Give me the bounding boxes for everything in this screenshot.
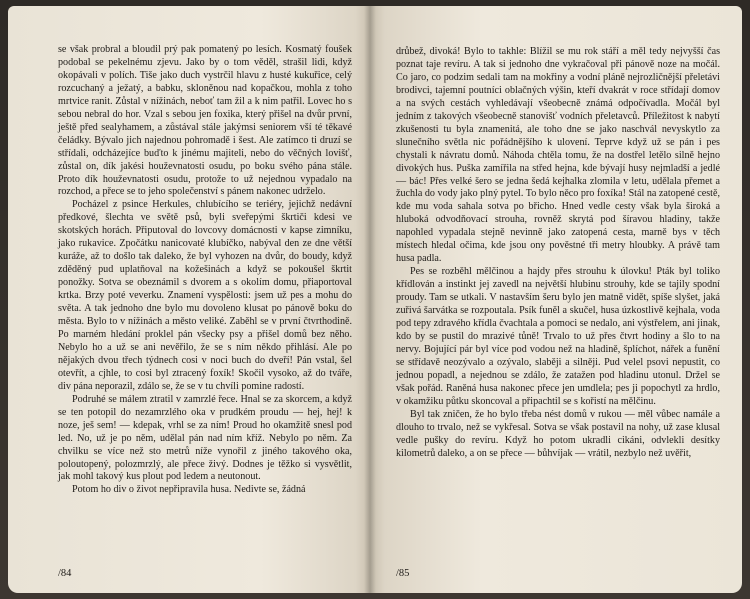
page-number-left: /84 bbox=[58, 568, 72, 579]
paragraph: Potom ho div o život nepřipravila husa. Nedivte se, žádná bbox=[72, 484, 306, 496]
right-page bbox=[370, 6, 742, 593]
right-page-text bbox=[396, 46, 720, 461]
left-page bbox=[8, 6, 370, 593]
left-page-text bbox=[58, 44, 352, 497]
paragraph: se však probral a bloudil prý pak pomatený po lesích. Kosmatý foušek podobal se pekelnému zjevu. Jako by o tom věděl, strašil lidi, když okopávali v polích. Tiše jako duch vystrčil hlavu z husté kukuřice, celý rozcuchaný a ježatý, a babku, skloněnou nad kopačkou, mohla z toho mrtvice ranit. Zůstal v nížinách, neboť tam žil a k nim patřil. Lovec ho s sebou nebral do hor. Vzal s sebou jen foxika, který přišel na dvůr první, ještě před sealyhamem, a zůstával stále jakýmsi seniorem vší té těkavé čeládky. Bývalo jich najednou pohromadě i šest. Ale zatímco ti druzí se střídali, odcházejíce buďto k jinému majiteli, nebo do věčných lovišť, zůstal on, dík jakési houževnatosti osudu, po boku svého pána stále. Proto dík houževnatosti osudu, protože to už nejednou vypadalo na rozchod, a přece se to jeho společenství s pánem nakonec udrželo. bbox=[58, 44, 352, 198]
page-number-right: /85 bbox=[396, 568, 410, 579]
paragraph: Podruhé se málem ztratil v zamrzlé řece. Hnal se za skorcem, a když se ten potopil do nezamrzlého oka v prudkém proudu — hej, hej! k noze, ješ sem! — kdepak, vrhl se za ním! Proud ho okamžitě snesl pod led. No, už je po něm, udělal pán nad ním kříž. Nebylo po něm. Za chvilku se více než sto metrů níže vynořil z jiného takového oka, poloutopený, polozmrzlý, ale přece živý. Dodnes je těžko si vysvětlit, jak mohl takový kus plout pod ledem a neutonout. bbox=[58, 393, 352, 483]
paragraph: Pes se rozběhl mělčinou a hajdy přes strouhu k úlovku! Pták byl toliko křídlován a instinkt jej zavedl na největší hlubinu strouhy, kde se tajily spodní proudy. Tam se utkali. V nastavším šeru bylo jen matně vidět, spíše slyšet, jaká zuřivá šarvátka se rozpoutala. Psík funěl a skučel, husa úzkostlivě kejhala, voda pod tepy zdravého křídla čvachtala a pomoci se nedalo, ani výstřelem, ani jinak, kdo by se pustil do mrazivé tůně! Trvalo to už přes čtvrt hodiny a šlo to na nervy. Bojující pár byl více pod vodou než na hladině, šplíchot, nářek a funění se střídavě neozývalo a ozývalo, slaběji a silněji. Pud velel psovi nepustit, co jednou popadl, a nejednou se zdálo, že zatažen pod hladinu utonul. Držel se však pořád. Raněná husa nakonec přece jen umdlela; pes ji popochytl za hrdlo, v okamžiku půtku skoncoval a připachtil se s kořistí na mělčinu. bbox=[396, 266, 720, 407]
paragraph: drůbež, divoká! Bylo to takhle: Blížil se mu rok stáří a měl tedy nejvyšší čas poznat taje revíru. A tak si jednoho dne vykračoval při pánově noze na močál. Co jaro, co podzim sedali tam na mokřiny a vodní pláně nejrozličnější přeletávi brodivci, tajemní poutníci oblačných výšin, kteří dvakrát v roce střídají domov a na svých cestách vyhledávají všeobecně známá odpočívadla. Močál byl jedním z takových všeobecně stanovišť vodních přeletavců. Příležitost k nabytí zkušenosti tu byla znamenitá, ale toho dne se jako naschvál nevyskytlo za slunečního světla nic pořádnějšího k ulovení. Teprve když už se pán i pes chystali k návratu domů. Náhoda chtěla tomu, že na dostřel letělo silně hejno divokých hus. Puška zamířila na střed hejna, kde bývají husy nejmladší a jedlé — bác! Přes velké šero se jedna šedá kejhalka zlomila v letu, udělala přemet a žuchla do vody jako plný pytel. To bylo něco pro foxíka! Stál na zatopené cestě, kde mu voda sahala sotva po břicho. Hned vedle cesty však byla široká a hluboká odvodňovací strouha, rovněž skrytá pod šíravou hladiny, takže napohled vypadala stejně nevinně jako zatopená cesta, marně bys v těch místech hledal očima, kde jsou ony pověstné tři metry hloubky. A právě tam husa padla. bbox=[396, 46, 720, 265]
book-gutter bbox=[364, 6, 376, 593]
paragraph: Byl tak zničen, že ho bylo třeba nést domů v rukou — měl vůbec namále a dlouho to trvalo, než se vykřesal. Sotva se však postavil na nohy, už zase klusal vedle pušky do revíru. Když ho potom ukradli cikáni, odvlekli desítky kilometrů daleko, a on se přece — bůhvíjak — vrátil, nezbylo než uvěřit, bbox=[396, 408, 720, 459]
paragraph: Pocházel z psince Herkules, chlubícího se teriéry, jejichž nedávní předkové, šlechta ve světě psů, byli sveřepými škrtiči kdesi ve skotských horách. Připutoval do lovcovy domácnosti v kapse zimníku, jako rukavice. Zpočátku nanicovaté klubíčko, nabýval den ze dne větší kuráže, až to došlo tak daleko, že byl vyhozen na dvůr, do boudy, když zděděný pud uplatňoval na kožešinách a když se pokoušel škrtit ponožky. Sotva se obeznámil s dvorem a s okolím domu, přiaportoval krtka. Brzy poté veverku. Znamení vyspělosti: jsem už pes a mohu do světa. A tak jednoho dne bylo mu dovoleno klusat po pánově boku do města. Bylo to v nížinách a město veliké. Zaběhl se v první čtvrthodině. Po marném hledání proklel pán všecky psy a přišel domů bez něho. Nebylo ho a už se ani nevěřilo, že se s ním někdo přihlásí. Ale po nějakých dvou třech týdnech cosi v noci buch do dveří! Pán vstal, šel otevřít, a cjhle, to cosi byl ztracený foxík! Skočil vysoko, až do tváře, div pána neporazil, zdálo se, že se v tu chvíli pomine radostí. bbox=[58, 199, 352, 392]
